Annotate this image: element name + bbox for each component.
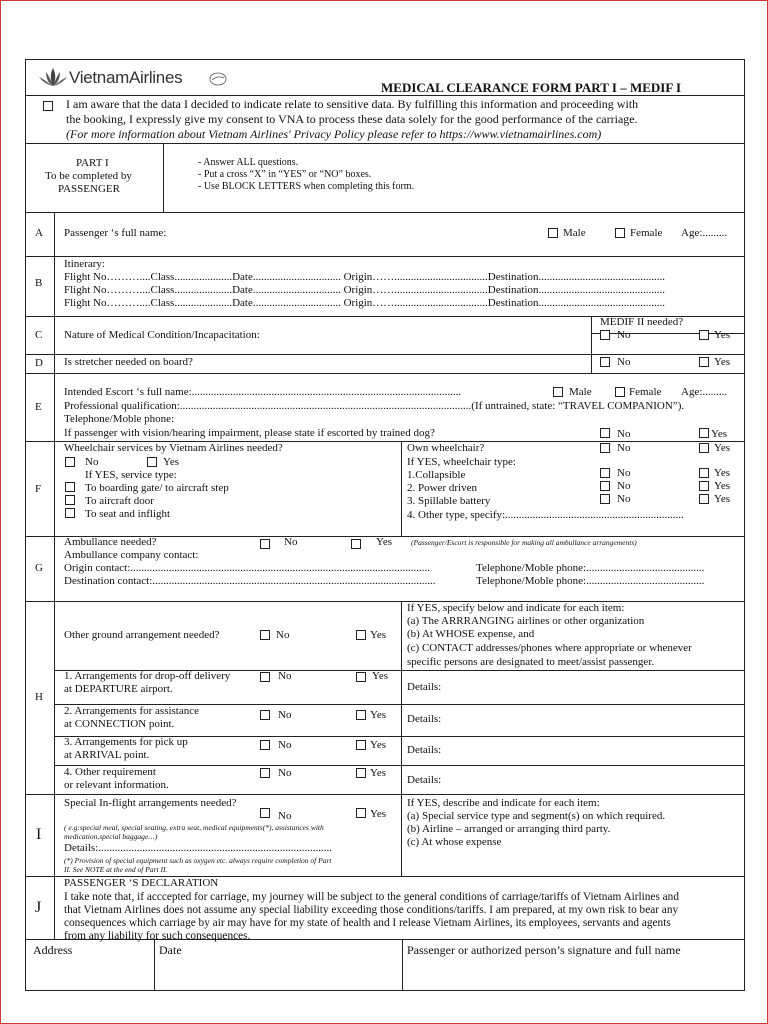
dropoff-yes-checkbox[interactable] bbox=[356, 672, 366, 682]
ground-no-label: No bbox=[276, 629, 290, 641]
pickup-label-2: at ARRIVAL point. bbox=[64, 749, 150, 761]
other-req-label-2: or relevant information. bbox=[64, 779, 169, 791]
inflight-no-checkbox[interactable] bbox=[260, 808, 270, 818]
instruction-3: - Use BLOCK LETTERS when completing this form. bbox=[198, 181, 415, 192]
dog-yes-label: Yes bbox=[711, 428, 728, 440]
stretcher-no-checkbox[interactable] bbox=[600, 357, 610, 367]
ground-no-checkbox[interactable] bbox=[260, 630, 270, 640]
wheelchair-no-label: No bbox=[85, 456, 99, 468]
inflight-example-1: ( e.g:special meal, special seating, extra seat, medical equipments(*), assistances with bbox=[64, 823, 324, 832]
other-req-no-label: No bbox=[278, 767, 292, 779]
signature-field-label[interactable]: Passenger or authorized person’s signature and full name bbox=[407, 943, 681, 957]
pickup-no-label: No bbox=[278, 739, 292, 751]
part-label: PART I bbox=[76, 157, 109, 169]
own-no-checkbox[interactable] bbox=[600, 443, 610, 453]
connection-no-label: No bbox=[278, 709, 292, 721]
other-req-details-label: Details: bbox=[407, 774, 442, 786]
connection-label-2: at CONNECTION point. bbox=[64, 718, 175, 730]
inflight-details: Details:..................................................................................... bbox=[64, 842, 332, 854]
own-yes-checkbox[interactable] bbox=[699, 443, 709, 453]
wheelchair-no-checkbox[interactable] bbox=[65, 457, 75, 467]
ambulance-company-label: Ambullance company contact: bbox=[64, 549, 199, 561]
escort-female-checkbox[interactable] bbox=[615, 387, 625, 397]
consent-line-1: I am aware that the data I decided to indicate relate to sensitive data. By fulfilling this information and proceeding with bbox=[66, 97, 639, 111]
medif2-yes-checkbox[interactable] bbox=[699, 330, 709, 340]
spillable-label: 3. Spillable battery bbox=[407, 495, 491, 507]
ambulance-yes-checkbox[interactable] bbox=[351, 539, 361, 549]
consent-line-3: (For more information about Vietnam Airlines' Privacy Policy please refer to https://www.vietnamairlines.com) bbox=[66, 127, 602, 141]
stretcher-label: Is stretcher needed on board? bbox=[64, 356, 193, 368]
ambulance-note: (Passenger/Escort is responsible for making all ambullance arrangements) bbox=[411, 538, 637, 547]
date-field-label[interactable]: Date bbox=[159, 943, 182, 957]
own-no-label: No bbox=[617, 442, 631, 454]
other-req-yes-checkbox[interactable] bbox=[356, 768, 366, 778]
i-note-3: (b) Airline – arranged or arranging third party. bbox=[407, 823, 611, 835]
pickup-yes-label: Yes bbox=[370, 739, 387, 751]
escort-age-label: Age:......... bbox=[681, 386, 728, 398]
power-driven-label: 2. Power driven bbox=[407, 482, 477, 494]
dropoff-no-label: No bbox=[278, 670, 292, 682]
form-title: MEDICAL CLEARANCE FORM PART I – MEDIF I bbox=[381, 80, 682, 95]
section-letter-c: C bbox=[35, 329, 43, 341]
equipment-note-1: (*) Provision of special equipment such as oxygen etc. always require completion of Part bbox=[64, 856, 332, 865]
declaration-line-3: consequences which carriage by air may have for my state of health and I release Vietnam Airlines, its employees, servants and agents bbox=[64, 917, 671, 929]
collapsible-yes-checkbox[interactable] bbox=[699, 468, 709, 478]
ambulance-no-label: No bbox=[284, 536, 298, 548]
destination-phone-label: Telephone/Moble phone:........................................... bbox=[476, 575, 705, 587]
female-checkbox[interactable] bbox=[615, 228, 625, 238]
escort-male-checkbox[interactable] bbox=[553, 387, 563, 397]
age-label: Age:......... bbox=[681, 227, 728, 239]
part-sub-1: To be completed by bbox=[45, 170, 132, 182]
destination-contact-label: Destination contact:....................................................................................................... bbox=[64, 575, 436, 587]
other-ground-label: Other ground arrangement needed? bbox=[64, 629, 220, 641]
dropoff-yes-label: Yes bbox=[372, 670, 389, 682]
consent-line-2: the booking, I expressly give my consent to VNA to process these data solely for the good performance of the carriage. bbox=[66, 112, 638, 126]
dropoff-details-label: Details: bbox=[407, 681, 442, 693]
connection-no-checkbox[interactable] bbox=[260, 710, 270, 720]
dropoff-label-2: at DEPARTURE airport. bbox=[64, 683, 173, 695]
collapsible-label: 1.Collapsible bbox=[407, 469, 466, 481]
connection-details-label: Details: bbox=[407, 713, 442, 725]
seat-inflight-checkbox[interactable] bbox=[65, 508, 75, 518]
qualification-label: Professional qualification:..........................................................................................................(If untrained, state: “TRAVEL COMPANION”). bbox=[64, 400, 685, 412]
power-no-label: No bbox=[617, 480, 631, 492]
spillable-no-checkbox[interactable] bbox=[600, 494, 610, 504]
escort-phone-label: Telephone/Moble phone: bbox=[64, 413, 175, 425]
section-letter-g: G bbox=[35, 562, 43, 574]
power-yes-label: Yes bbox=[714, 480, 731, 492]
ambulance-label: Ambullance needed? bbox=[64, 536, 157, 548]
instruction-2: - Put a cross “X” in “YES” or “NO” boxes. bbox=[198, 169, 372, 180]
medif2-no-label: No bbox=[617, 329, 631, 341]
passenger-name-label: Passenger ‘s full name: bbox=[64, 227, 167, 239]
address-field-label[interactable]: Address bbox=[33, 943, 73, 957]
male-checkbox[interactable] bbox=[548, 228, 558, 238]
wheelchair-yes-checkbox[interactable] bbox=[147, 457, 157, 467]
brand-name: VietnamAirlines bbox=[69, 68, 183, 87]
inflight-yes-checkbox[interactable] bbox=[356, 808, 366, 818]
pickup-no-checkbox[interactable] bbox=[260, 740, 270, 750]
flight-line-1: Flight No………....Class.....................Date................................ Origin……..................................Destination.............................................. bbox=[64, 271, 666, 283]
h-note-1: If YES, specify below and indicate for each item: bbox=[407, 602, 625, 614]
escort-male-label: Male bbox=[569, 386, 592, 398]
pickup-label-1: 3. Arrangements for pick up bbox=[64, 736, 188, 748]
collapsible-yes-label: Yes bbox=[714, 467, 731, 479]
section-letter-e: E bbox=[35, 401, 42, 413]
medif2-yes-label: Yes bbox=[714, 329, 731, 341]
wheelchair-label: Wheelchair services by Vietnam Airlines needed? bbox=[64, 442, 283, 454]
wheelchair-yes-label: Yes bbox=[163, 456, 180, 468]
service-type-label: If YES, service type: bbox=[85, 469, 177, 481]
collapsible-no-label: No bbox=[617, 467, 631, 479]
section-letter-f: F bbox=[35, 483, 42, 495]
power-yes-checkbox[interactable] bbox=[699, 481, 709, 491]
flight-line-2: Flight No………....Class.....................Date................................ Origin……..................................Destination.............................................. bbox=[64, 284, 666, 296]
ambulance-no-checkbox[interactable] bbox=[260, 539, 270, 549]
part-sub-2: PASSENGER bbox=[58, 183, 120, 195]
medif2-no-checkbox[interactable] bbox=[600, 330, 610, 340]
aircraft-door-checkbox[interactable] bbox=[65, 495, 75, 505]
other-req-yes-label: Yes bbox=[370, 767, 387, 779]
pickup-details-label: Details: bbox=[407, 744, 442, 756]
pickup-yes-checkbox[interactable] bbox=[356, 740, 366, 750]
spillable-yes-label: Yes bbox=[714, 493, 731, 505]
dropoff-label-1: 1. Arrangements for drop-off delivery bbox=[64, 670, 231, 682]
section-letter-d: D bbox=[35, 357, 43, 369]
spillable-yes-checkbox[interactable] bbox=[699, 494, 709, 504]
boarding-gate-label: To boarding gate/ to aircraft step bbox=[85, 482, 229, 494]
stretcher-yes-label: Yes bbox=[714, 356, 731, 368]
section-letter-j: J bbox=[35, 899, 42, 916]
inflight-label: Special In-flight arrangements needed? bbox=[64, 797, 237, 809]
i-note-4: (c) At whose expense bbox=[407, 836, 502, 848]
boarding-gate-checkbox[interactable] bbox=[65, 482, 75, 492]
connection-label-1: 2. Arrangements for assistance bbox=[64, 705, 200, 717]
aircraft-door-label: To aircraft door bbox=[85, 495, 154, 507]
consent-checkbox[interactable] bbox=[43, 101, 53, 111]
i-note-2: (a) Special service type and segment(s) on which required. bbox=[407, 810, 666, 822]
declaration-line-1: I take note that, if acccepted for carriage, my journey will be subject to the general conditions of carriage/tariffs of Vietnam Airlines and bbox=[64, 891, 679, 903]
origin-phone-label: Telephone/Moble phone:........................................... bbox=[476, 562, 705, 574]
medical-condition-label: Nature of Medical Condition/Incapacitation: bbox=[64, 329, 260, 341]
equipment-note-2: II. See NOTE at the end of Part II. bbox=[64, 865, 168, 874]
medif2-label: MEDIF II needed? bbox=[600, 316, 684, 328]
dog-no-checkbox[interactable] bbox=[600, 428, 610, 438]
declaration-line-2: that Vietnam Airlines does not assume any special liability exceeding those conditions/tariffs. I am prepared, at my own risk to bear any bbox=[64, 904, 679, 916]
wheelchair-type-label: If YES, wheelchair type: bbox=[407, 456, 516, 468]
escort-female-label: Female bbox=[629, 386, 662, 398]
own-wheelchair-label: Own wheelchair? bbox=[407, 442, 485, 454]
inflight-example-2: medication,special baggage…) bbox=[64, 832, 158, 841]
instruction-1: - Answer ALL questions. bbox=[198, 157, 299, 168]
declaration-line-4: from any liability for such consequences. bbox=[64, 930, 251, 942]
other-req-label-1: 4. Other requirement bbox=[64, 766, 156, 778]
seat-inflight-label: To seat and inflight bbox=[85, 508, 171, 520]
section-letter-b: B bbox=[35, 277, 43, 289]
inflight-no-label: No bbox=[278, 810, 292, 822]
flight-line-3: Flight No………....Class.....................Date................................ Origin……..................................Destination.............................................. bbox=[64, 297, 666, 309]
connection-yes-checkbox[interactable] bbox=[356, 710, 366, 720]
spillable-no-label: No bbox=[617, 493, 631, 505]
dog-no-label: No bbox=[617, 428, 631, 440]
dog-yes-checkbox[interactable] bbox=[699, 428, 709, 438]
own-yes-label: Yes bbox=[714, 442, 731, 454]
h-note-5: specific persons are designated to meet/assist passenger. bbox=[407, 656, 655, 668]
declaration-title: PASSENGER ‘S DECLARATION bbox=[64, 877, 219, 889]
i-note-1: If YES, describe and indicate for each item: bbox=[407, 797, 600, 809]
inflight-yes-label: Yes bbox=[370, 808, 387, 820]
section-letter-h: H bbox=[35, 691, 43, 703]
dropoff-no-checkbox[interactable] bbox=[260, 672, 270, 682]
ground-yes-checkbox[interactable] bbox=[356, 630, 366, 640]
ground-yes-label: Yes bbox=[370, 629, 387, 641]
connection-yes-label: Yes bbox=[370, 709, 387, 721]
stretcher-no-label: No bbox=[617, 356, 631, 368]
ambulance-yes-label: Yes bbox=[376, 536, 393, 548]
power-no-checkbox[interactable] bbox=[600, 481, 610, 491]
section-letter-a: A bbox=[35, 227, 43, 239]
other-type-label: 4. Other type, specify:................................................................. bbox=[407, 509, 684, 521]
collapsible-no-checkbox[interactable] bbox=[600, 468, 610, 478]
h-note-3: (b) At WHOSE expense, and bbox=[407, 628, 535, 640]
section-letter-i: I bbox=[36, 826, 42, 843]
h-note-4: (c) CONTACT addresses/phones where appropriate or whenever bbox=[407, 642, 692, 654]
itinerary-label: Itinerary: bbox=[64, 258, 105, 270]
stretcher-yes-checkbox[interactable] bbox=[699, 357, 709, 367]
escort-name-label: Intended Escort ‘s full name:.................................................................................................. bbox=[64, 386, 462, 398]
other-req-no-checkbox[interactable] bbox=[260, 768, 270, 778]
female-label: Female bbox=[630, 227, 663, 239]
male-label: Male bbox=[563, 227, 586, 239]
trained-dog-label: If passenger with vision/hearing impairment, please state if escorted by trained dog? bbox=[64, 427, 435, 439]
origin-contact-label: Origin contact:............................................................................................................. bbox=[64, 562, 431, 574]
h-note-2: (a) The ARRRANGING airlines or other organization bbox=[407, 615, 645, 627]
